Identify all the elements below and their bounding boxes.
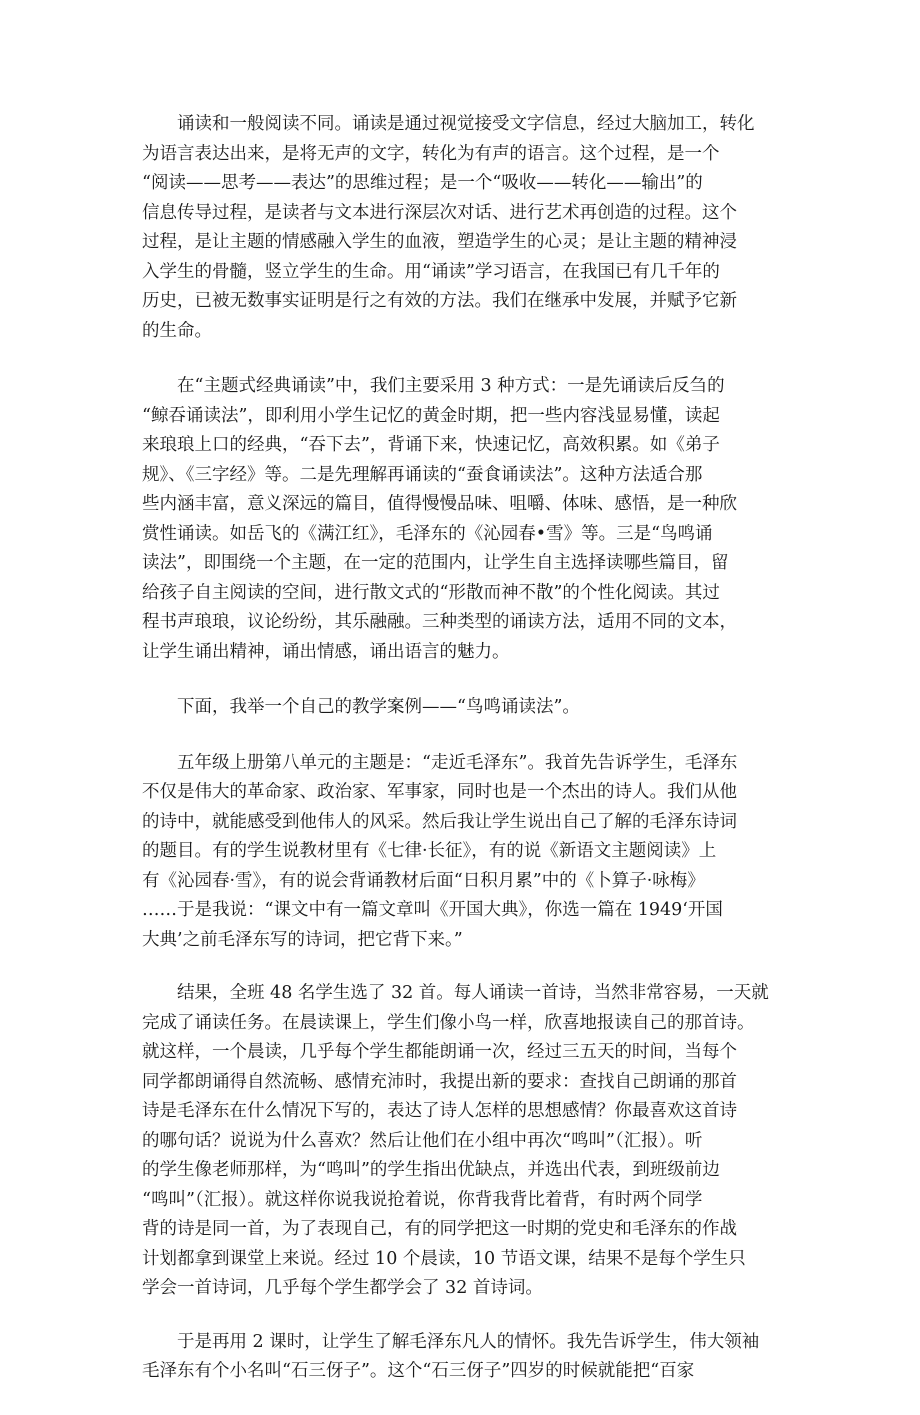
paragraph-three-methods: 在“主题式经典诵读”中，我们主要采用 3 种方式：一是先诵读后反刍的 “鲸吞诵读法”，即利用小学生记忆的黄金时期，把一些内容浅显易懂，读起 来琅琅上口的经典，“吞下去”，背诵下来，快速记忆，高效积累。如《弟子 规》、《三字经》等。二是先理解再诵读的“蚕食诵读法”。这种方法适合那 些内涵丰富，意义深远的篇目，值得慢慢品味、咀嚼、体味、感悟，是一种欣 赏性诵读。如岳飞的《满江红》，毛泽东的《沁园春•雪》等。三是“鸟鸣诵 读法”，即围绕一个主题，在一定的范围内，让学生自主选择读哪些篇目，留 给孩子自主阅读的空间，进行散文式的“形散而神不散”的个性化阅读。其过 程书声琅琅，议论纷纷，其乐融融。三种类型的诵读方法，适用不同的文本， 让学生诵出精神，诵出情感，诵出语言的魅力。 [142,376,737,662]
paragraph-results: 结果，全班 48 名学生选了 32 首。每人诵读一首诗，当然非常容易，一天就 完成了诵读任务。在晨读课上，学生们像小鸟一样，欣喜地报读自己的那首诗。 就这样，一个晨读，几乎每个学生都能朗诵一次，经过三五天的时间，当每个 同学都朗诵得自然流畅、感情充沛时，我提出新的要求：查找自己朗诵的那首 诗是毛泽东在什么情况下写的，表达了诗人怎样的思想感情？你最喜欢这首诗 的哪句话？说说为什么喜欢？然后让他们在小组中再次“鸣叫”（汇报）。听 的学生像老师那样，为“鸣叫”的学生指出优缺点，并选出代表，到班级前边 “鸣叫”（汇报）。就这样你说我说抢着说，你背我背比着背，有时两个同学 背的诗是同一首，为了表现自己，有的同学把这一时期的党史和毛泽东的作战 计划都拿到课堂上来说。经过 10 个晨读，10 节语文课，结果不是每个学生只 学会一首诗词，几乎每个学生都学会了 32 首诗词。 [142,983,769,1298]
paragraph-continuation: 于是再用 2 课时，让学生了解毛泽东凡人的情怀。我先告诉学生，伟大领袖 毛泽东有个小名叫“石三伢子”。这个“石三伢子”四岁的时候就能把“百家 [142,1331,760,1381]
paragraph-recitation-vs-reading: 诵读和一般阅读不同。诵读是通过视觉接受文字信息，经过大脑加工，转化 为语言表达出来，是将无声的文字，转化为有声的语言。这个过程，是一个 “阅读——思考——表达”的思维过程；是一个“吸收——转化——输出”的 信息传导过程，是读者与文本进行深层次对话、进行艺术再创造的过程。这个 过程，是让主题的情感融入学生的血液，塑造学生的心灵；是让主题的精神浸 入学生的骨髓，竖立学生的生命。用“诵读”学习语言，在我国已有几千年的 历史，已被无数事实证明是行之有效的方法。我们在继承中发展，并赋予它新 的生命。 [142,114,755,341]
paragraph-unit-theme: 五年级上册第八单元的主题是：“走近毛泽东”。我首先告诉学生，毛泽东 不仅是伟大的革命家、政治家、军事家，同时也是一个杰出的诗人。我们从他 的诗中，就能感受到他伟人的风采。然后我让学生说出自己了解的毛泽东诗词 的题目。有的学生说教材里有《七律·长征》，有的说《新语文主题阅读》上 有《沁园春·雪》，有的说会背诵教材后面“日积月累”中的《卜算子·咏梅》 ……于是我说：“课文中有一篇文章叫《开国大典》，你选一篇在 1949‘开国 大典’之前毛泽东写的诗词，把它背下来。” [142,752,738,950]
paragraph-case-intro: 下面，我举一个自己的教学案例——“鸟鸣诵读法”。 [177,697,580,717]
document-body [142,110,782,1415]
